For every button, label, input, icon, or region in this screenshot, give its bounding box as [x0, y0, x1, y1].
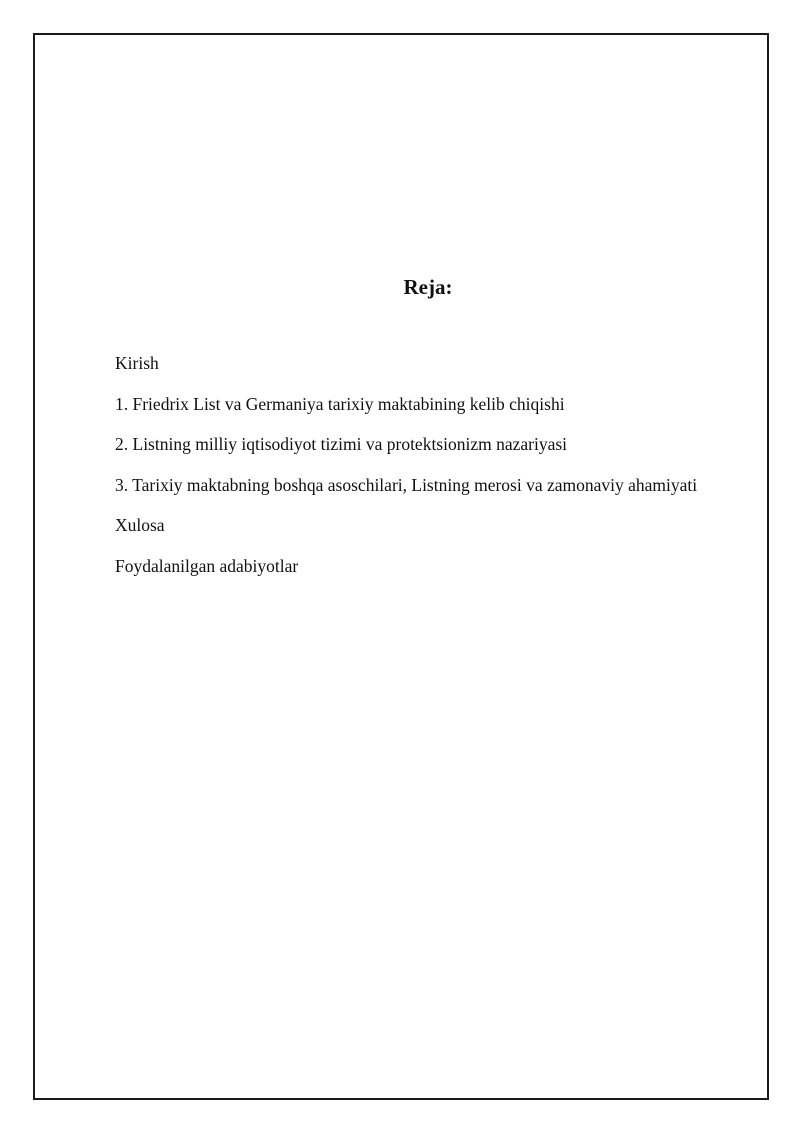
toc-item-introduction: Kirish: [115, 353, 159, 373]
toc-item-chapter-2: 2. Listning milliy iqtisodiyot tizimi va protektsionizm nazariyasi: [115, 434, 568, 455]
toc-item-chapter-3: 3. Tarixiy maktabning boshqa asoschilari, Listning merosi va zamonaviy ahamiyati: [115, 474, 698, 495]
toc-item-chapter-1: 1. Friedrix List va Germaniya tarixiy maktabining kelib chiqishi: [115, 393, 565, 414]
toc-item-references: Foydalanilgan adabiyotlar: [115, 555, 299, 576]
table-of-contents: [115, 352, 697, 596]
toc-item-conclusion: Xulosa: [115, 515, 165, 536]
page-title: Reja:: [403, 275, 453, 299]
